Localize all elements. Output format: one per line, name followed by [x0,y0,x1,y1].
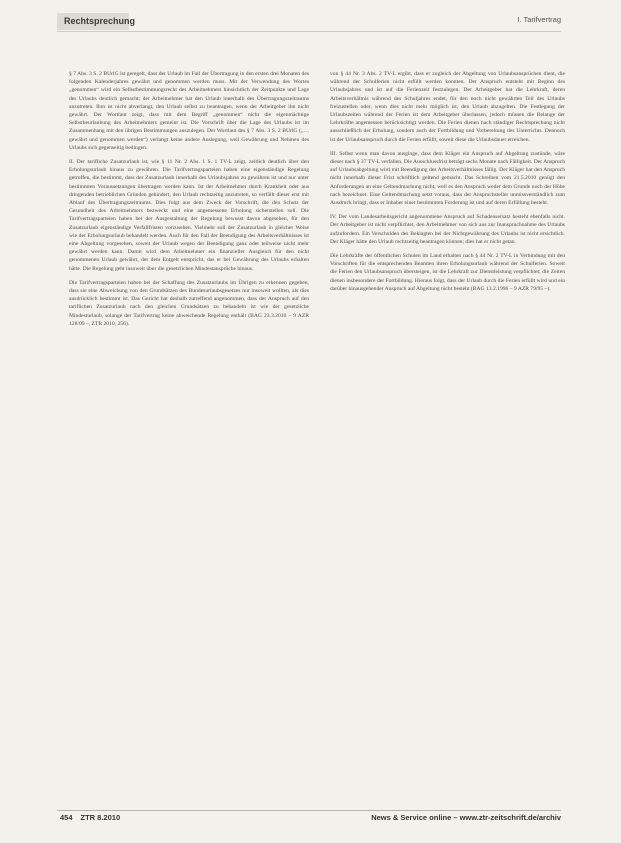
footer-divider [57,810,561,811]
right-column [330,70,565,299]
paragraph: II. Der tarifliche Zusatzurlaub ist, wie § 11 Nr. 2 Abs. 1 S. 1 TV-L zeigt, zeitlich deutlich über den Erholungsurlaub hinaus zu gewähren. Die Tarifvertragsparteien haben eine eigenständige Regelung getroffen, die bestimmt, dass der Zusatzurlaub innerhalb des Urlaubsjahres zu gewähren ist und nur unter bestimmten Voraussetzungen übertragen werden kann. Ist der Arbeitnehmer durch Krankheit oder aus dringenden betrieblichen Gründen gehindert, den Urlaub rechtzeitig anzutreten, so verfällt dieser erst mit Ablauf des Übertragungszeitraums. Dies folgt aus dem Zweck der Vorschrift, die den Schutz der Gesundheit des Arbeitnehmers bezweckt und eine angemessene Erholung sicherstellen soll. Die Tarifvertragsparteien haben bei der Ausgestaltung der Regelung bewusst davon abgesehen, für den Zusatzurlaub eigenständige Verfallfristen vorzusehen. Vielmehr soll der Zusatzurlaub in gleicher Weise wie der Erholungsurlaub behandelt werden. Auch für den Fall der Beendigung des Arbeitsverhältnisses ist eine Abgeltung vorgesehen, soweit der Urlaub wegen der Beendigung ganz oder teilweise nicht mehr gewährt werden kann. Damit wird dem Arbeitnehmer ein finanzieller Ausgleich für den nicht genommenen Urlaub gewährt, der dem Entgelt entspricht, das er bei Gewährung des Urlaubs erhalten hätte. Die Regelung geht insoweit über die gesetzlichen Mindestansprüche hinaus. [69,159,309,272]
paragraph: Die Lehrkräfte der öffentlichen Schulen im Land erhalten nach § 44 Nr. 2 TV-L in Verbindung mit den Vorschriften für die entsprechenden Beamten ihren Erholungsurlaub während der Schulferien. Soweit die Ferien den Urlaubsanspruch übersteigen, ist die Lehrkraft zur Dienstleistung verpflichtet; die Zeiten dienen insbesondere der Fortbildung. Hieraus folgt, dass der Urlaub durch die Ferien erfüllt wird und ein darüber hinausgehender Anspruch auf Abgeltung nicht besteht (BAG 13.2.1996 – 9 AZR 79/95 –). [330,253,565,292]
paragraph: § 7 Abs. 3 S. 2 BUrlG ist geregelt, dass der Urlaub im Fall der Übertragung in den ersten drei Monaten des folgenden Kalenderjahres gewährt und genommen werden muss. Mit der Verwendung des Wortes „genommen“ wird ein Selbstbestimmungsrecht des Arbeitnehmers hinsichtlich der Zeitpunkte und Lage des Urlaubs deutlich gemacht; der Arbeitnehmer hat den Urlaub innerhalb des Übertragungszeitraums anzutreten. Ihm ist nicht abverlangt, den Urlaub selbst zu beantragen, wenn der Arbeitgeber ihn nicht gewährt. Der Wortlaut zeigt, dass mit dem Begriff „genommen“ nicht die eigenmächtige Selbstbeurlaubung des Arbeitnehmers gemeint ist. Die Vorschrift über die Lage des Urlaubs ist im Zusammenhang mit den übrigen Bestimmungen auszulegen. Der Wortlaut des § 7 Abs. 3 S. 2 BUrlG („… gewährt und genommen werden“) verlangt keine andere Auslegung, weil Gewährung und Nehmen des Urlaubs sich gegenseitig bedingen. [69,71,309,151]
paragraph: von § 44 Nr. 3 Abs. 2 TV-L ergibt, dass er zugleich der Abgeltung von Urlaubsansprüchen dient, die während der Schulferien nicht erfüllt werden konnten. Der Anspruch entsteht mit Beginn des Urlaubsjahres und ist auf die Ferienzeit festzulegen. Der Arbeitgeber hat die Lehrkraft, deren Arbeitsverhältnis während des Schuljahres endet, für den noch nicht gewährten Teil des Urlaubs freizustellen oder, wenn dies nicht mehr möglich ist, den Urlaub abzugelten. Die Festlegung der Urlaubszeiten während der Ferien ist dem Arbeitgeber überlassen, jedoch müssen die Belange der Lehrkräfte angemessen berücksichtigt werden. Die Ferien dienen nach ständiger Rechtsprechung nicht ausschließlich der Erholung, sondern auch der Fortbildung und Vorbereitung des Unterrichts. Dennoch ist der Urlaubsanspruch durch die Ferien erfüllt, soweit diese die Urlaubsdauer erreichen. [330,71,565,143]
section-label: Rechtsprechung [57,13,129,30]
journal-issue: ZTR 8.2010 [80,813,121,822]
paragraph: III. Selbst wenn man davon ausginge, dass dem Kläger ein Anspruch auf Abgeltung zustünde, wäre dieser nach § 37 TV-L verfallen. Die Ausschlussfrist beträgt sechs Monate nach Fälligkeit. Der Anspruch auf Urlaubsabgeltung wird mit Beendigung des Arbeitsverhältnisses fällig. Der Kläger hat den Anspruch nicht innerhalb dieser Frist schriftlich geltend gemacht. Das Schreiben vom 21.5.2010 genügt den Anforderungen an eine Geltendmachung nicht, weil es den Anspruch weder dem Grunde noch der Höhe nach bezeichnet. Eine Geltendmachung setzt voraus, dass der Anspruchsteller unmissverständlich zum Ausdruck bringt, dass er Inhaber einer bestimmten Forderung ist und auf deren Erfüllung besteht. [330,150,565,207]
paragraph: IV. Der vom Landesarbeitsgericht angenommene Anspruch auf Schadensersatz besteht ebenfalls nicht. Der Arbeitgeber ist nicht verpflichtet, den Arbeitnehmer von sich aus zur Inanspruchnahme des Urlaubs aufzufordern. Ein Verschulden des Beklagten bei der Nichtgewährung des Urlaubs ist nicht ersichtlich. Der Kläger hätte den Urlaub rechtzeitig beantragen können; dies hat er nicht getan. [330,214,565,245]
page-number: 454 [60,813,73,822]
paragraph: Die Tarifvertragsparteien haben bei der Schaffung des Zusatzurlaubs im Übrigen zu erkennen gegeben, dass sie eine Abweichung von den Grundsätzen des Bundesurlaubsgesetzes nur insoweit wollten, als dies ausdrücklich bestimmt ist. Das Gericht hat deshalb zutreffend angenommen, dass der Anspruch auf den tariflichen Zusatzurlaub nach den gleichen Grundsätzen zu behandeln ist wie der gesetzliche Mindesturlaub, solange der Tarifvertrag keine abweichende Regelung enthält (BAG 23.3.2010 – 9 AZR 128/09 –, ZTR 2010, 256). [69,279,309,327]
section-marker: I. Tarifvertrag [517,15,561,24]
header-divider [57,31,561,32]
left-column [69,70,309,334]
footer-service-link[interactable]: News & Service online – www.ztr-zeitschrift.de/archiv [371,813,561,822]
footer-left [60,813,128,822]
